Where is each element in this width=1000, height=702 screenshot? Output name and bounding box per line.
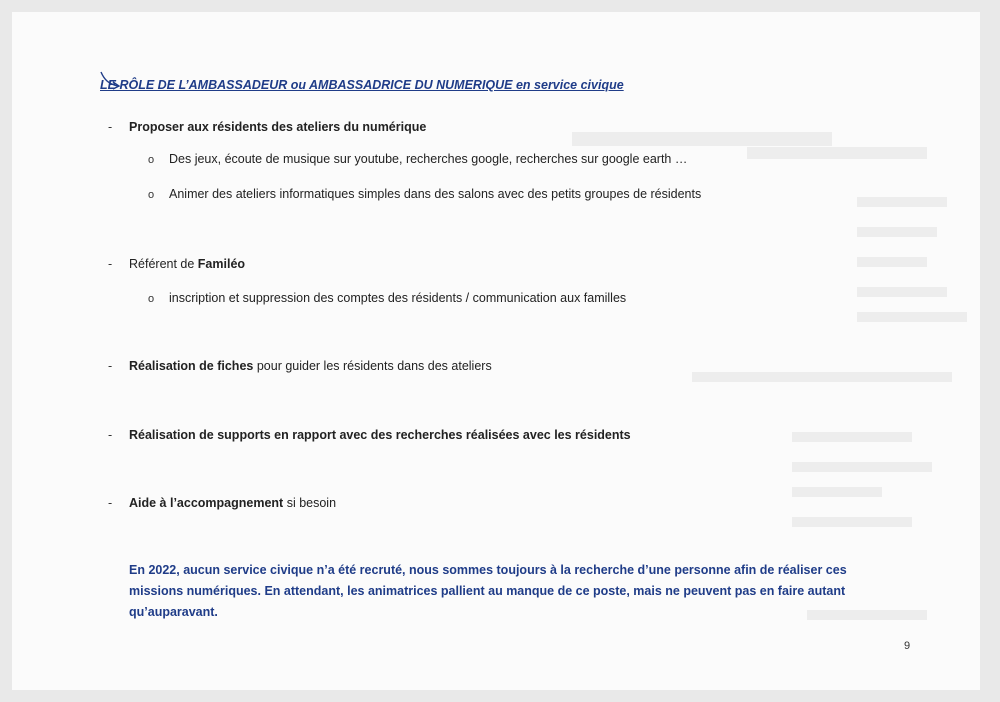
list-item bbox=[129, 428, 631, 442]
item-text: si besoin bbox=[283, 496, 337, 510]
list-item bbox=[129, 257, 245, 271]
document-page bbox=[12, 12, 980, 690]
list-item bbox=[129, 496, 336, 510]
item-bold-text: Familéo bbox=[197, 257, 246, 271]
section-heading: LE RÔLE DE L’AMBASSADEUR ou AMBASSADRICE DU NUMERIQUE en service civique bbox=[100, 78, 624, 92]
list-dash: - bbox=[108, 120, 113, 134]
list-dash: - bbox=[108, 428, 113, 442]
sub-bullet: o bbox=[148, 189, 155, 201]
item-text: pour guider les résidents dans des ateliers bbox=[253, 359, 492, 373]
sub-bullet: o bbox=[148, 293, 155, 305]
list-dash: - bbox=[108, 496, 113, 510]
sub-item: inscription et suppression des comptes des résidents / communication aux familles bbox=[169, 291, 627, 305]
page-number: 9 bbox=[904, 640, 911, 652]
item-bold-text: Réalisation de supports en rapport avec des recherches réalisées avec les résidents bbox=[129, 428, 631, 442]
item-bold-text: Aide à l’accompagnement bbox=[129, 496, 284, 510]
item-prefix-text: Référent de bbox=[129, 257, 198, 271]
closing-note: En 2022, aucun service civique n’a été recruté, nous sommes toujours à la recherche d’une personne afin de réaliser ces missions numériques. En attendant, les animatrices pallient au manque de ce poste, mais ne peuvent pas en faire autant qu’auparavant. bbox=[129, 563, 847, 619]
list-item bbox=[129, 120, 426, 134]
item-bold-text: Proposer aux résidents des ateliers du numérique bbox=[129, 120, 427, 134]
list-dash: - bbox=[108, 359, 113, 373]
list-dash: - bbox=[108, 257, 113, 271]
sub-bullet: o bbox=[148, 154, 155, 166]
list-item bbox=[129, 359, 492, 373]
item-bold-text: Réalisation de fiches bbox=[129, 359, 254, 373]
sub-item: Animer des ateliers informatiques simples dans des salons avec des petits groupes de résidents bbox=[169, 187, 702, 201]
sub-item: Des jeux, écoute de musique sur youtube, recherches google, recherches sur google earth … bbox=[169, 152, 688, 166]
